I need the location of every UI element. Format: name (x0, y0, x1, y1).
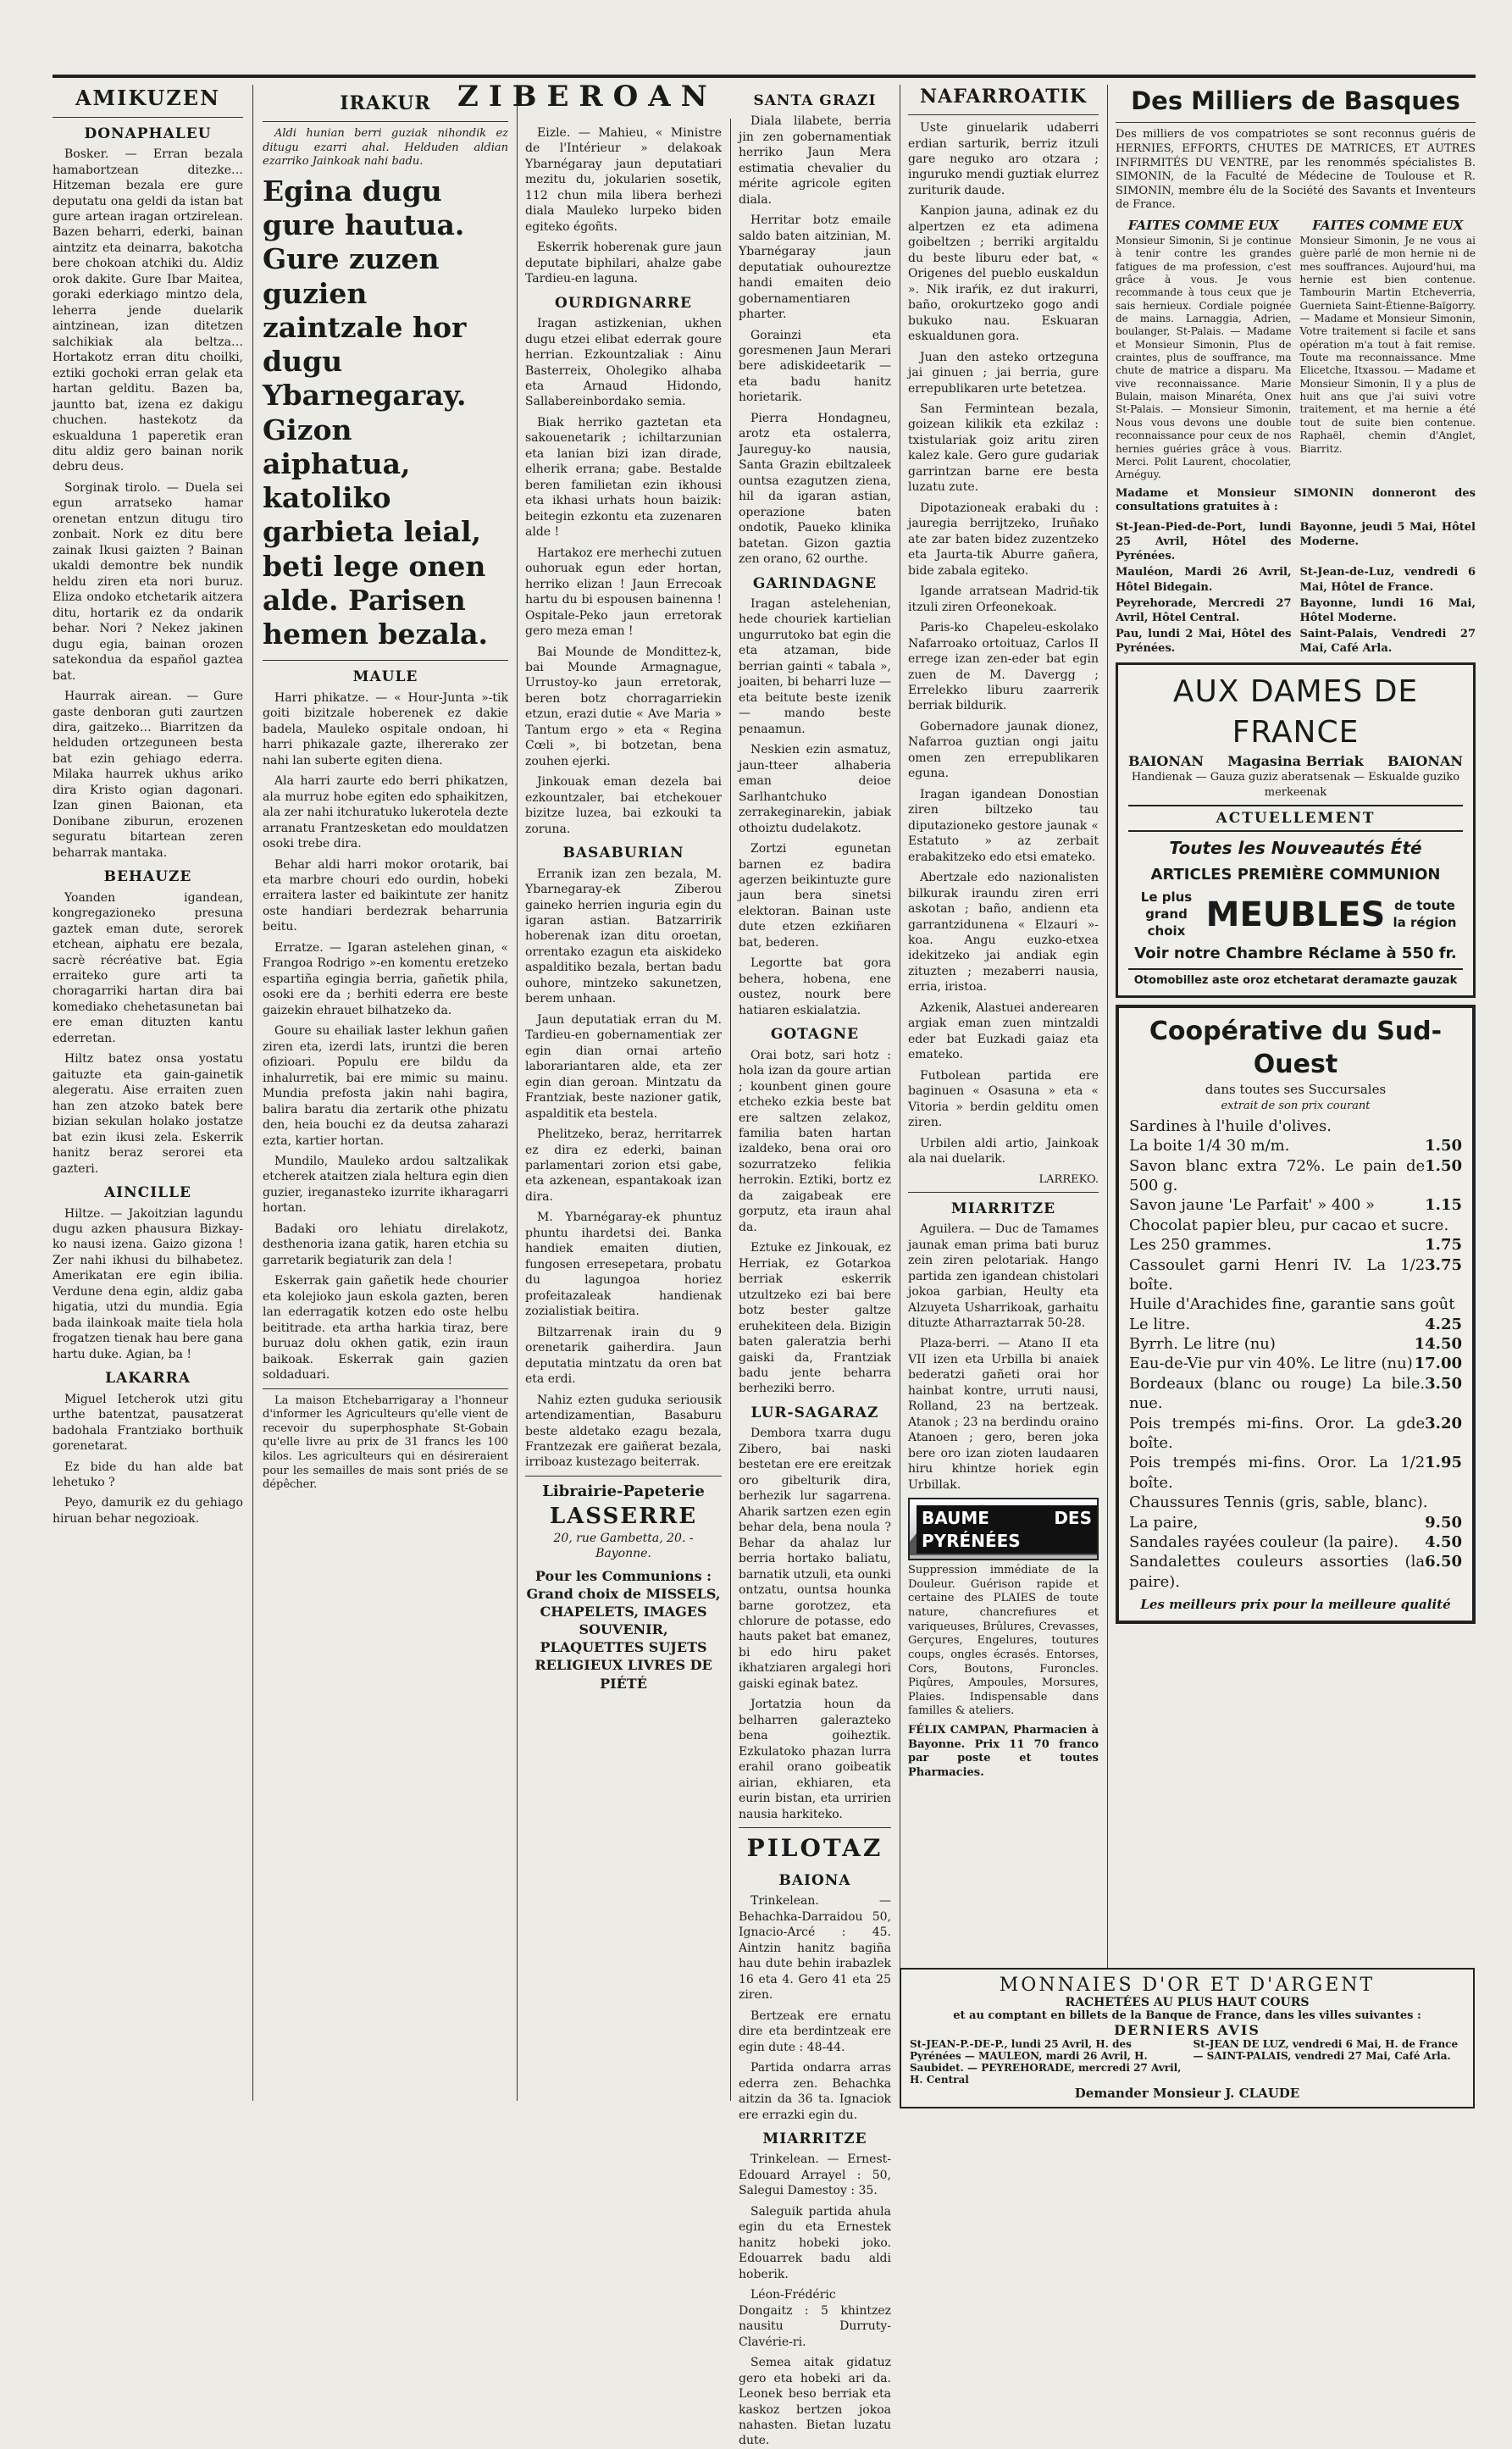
subsection-heading: GOTAGNE (770, 1026, 860, 1044)
column-ziberoan-left (263, 85, 508, 2101)
faites-heading: FAITES COMME EUX (1312, 218, 1464, 234)
price-item-name: Le litre. (1129, 1315, 1191, 1333)
price-item-value: 1.50 (1425, 1137, 1462, 1155)
advert-title: Librairie-Papeterie (542, 1482, 705, 1500)
article-paragraph: Partida ondarra arras ederra zen. Behachka aitzin da 36 ta. Ignaciok ere errazki egin du. (739, 2061, 891, 2122)
price-item-value: 9.50 (1425, 1513, 1462, 1532)
article-paragraph: Erranik izan zen bezala, M. Ybarnegaray-ek Ziberou gaineko herrien inguria egin du igaran astian. Batzarririk hoberenak izan ditu oroetan, orrentako ezagun eta aiskideko aspalditiko bezala, bertan badu ouhore, mintzeko sakunetzen, berem unhaan. (525, 867, 722, 1006)
top-rule (53, 75, 1476, 78)
price-item-name: Sardines à l'huile d'olives. (1129, 1116, 1332, 1135)
advert-address: 20, rue Gambetta, 20. - Bayonne. (553, 1531, 694, 1561)
price-item-name: Chocolat papier bleu, pur cacao et sucre. (1129, 1216, 1449, 1234)
article-paragraph: Phelitzeko, beraz, herritarrek ez dira ez ederki, bainan parlamentari zorion etsi gabe, eta azkenean, espantakoak izan dira. (525, 1128, 722, 1204)
section-heading: PILOTAZ (746, 1834, 883, 1863)
column-ziberoan-right (525, 125, 722, 2101)
advert-name: LASSERRE (549, 1503, 698, 1529)
price-item-value: 6.50 (1425, 1553, 1462, 1571)
advert-sub: et au comptant en billets de la Banque de France, dans les villes suivantes : (953, 2009, 1421, 2022)
article-paragraph: Herritar botz emaile saldo baten aitzinian, M. Ybarnégaray jaun deputatiak ouhoureztze handi emaiten deio gobernamentiaren pharter. (739, 213, 891, 322)
article-paragraph: San Fermintean bezala, goizean kilikik eta ezkilaz : txistulariak goiz aritu ziren kalez kale. Gero gure gudariak garrintzan barne ere besta luzatu zute. (908, 402, 1099, 495)
section-title: AMIKUZEN (75, 86, 221, 110)
article-paragraph: Juan den asteko ortzeguna jai ginuen ; jai berria, gure errepublikaren urte betetzea. (908, 350, 1099, 396)
article-paragraph: Yoanden igandean, kongregazioneko presuna gaztek eman dute, serorek etchean, aiphatu ere bezala, sacrè récréative bat. Egia erraiteko gure arti ta choragarriki hartan dira bai komediako chehetasunetan bai ere eman dituzten kantu ederretan. (53, 890, 243, 1045)
advert-footer: Les meilleurs prix pour la meilleure qualité (1140, 1597, 1451, 1613)
article-paragraph: Jortatzia houn da belharren galerazteko bena goiheztik. Ezkulatoko phazan lurra erahil orano goibeatik airian, ekhiaren, eta eurin bistan, eta urririen nausia harkiteko. (739, 1698, 891, 1821)
article-paragraph: Ez bide du han alde bat lehetuko ? (53, 1460, 243, 1489)
monnaies-right: St-JEAN DE LUZ, vendredi 6 Mai, H. de France — SAINT-PALAIS, vendredi 27 Mai, Café Arla. (1193, 2038, 1459, 2062)
advert-line: Toutes les Nouveautés Été (1169, 838, 1422, 859)
article-paragraph: Miguel Ietcherok utzi gitu urthe batentzat, pausatzerat badohala Frantziako borthuik gorenetarat. (53, 1392, 243, 1454)
advert-choice: de toute la région (1393, 898, 1457, 931)
schedule-item: St-Jean-de-Luz, vendredi 6 Mai, Hôtel de France. (1299, 566, 1476, 594)
testimonial-text: Monsieur Simonin, Si je continue à tenir contre les grandes fatigues de ma profession, c'est grâce à vous. Je vous recommande à tous ceux que je sais hernieux. Cordiale poignée de mains. Larnaggia, Adrien, boulanger, St-Palais. — Madame et Monsieur Simonin, Plus de craintes, plus de souffrance, ma chute de matrice a disparu. Ma vive reconnaissance. Marie Bulain, maison Minaréta, Onex St-Palais. — Monsieur Simonin, Nous vous devons une double reconnaissance pour ceux de nos hernies guéries grâce à vous. Merci. Polit Laurent, chocolatier, Arnéguy. (1116, 234, 1292, 481)
subsection-heading: GARINDAGNE (752, 574, 878, 592)
article-paragraph: M. Ybarnégaray-ek phuntuz phuntu ihardetsi dei. Banka handiek emaiten diutien, fungosen erresepetara, probatu du lagungoa horiez profeitazaleak handienak zozialistiak beitira. (525, 1211, 722, 1319)
article-paragraph: Eskerrak gain gañetik hede chourier eta kolejioko jaun eskola gazten, beren lan ederragatik kotzen edo oste helbu beititrade. eta artha harkia tiraz, bere buruaz dolu okhen gatik, ezin iraun baikoak. Eskerrak gain gazien soldaduari. (263, 1274, 508, 1382)
article-paragraph: Diala lilabete, berria jin zen gobernamentiak herriko Jaun Mera estimatia chevalier du mérite agricole egiten diala. (739, 114, 891, 207)
testimonials-left (1116, 218, 1292, 487)
article-paragraph: Aguilera. — Duc de Tamames jaunak eman prima bati buruz zein ziren pelotariak. Hango partida zen igandean chistolari jokoa garbian, Heulty eta Alzuyeta Usharrikoak, garhaitu dituzte Atharraztarrak 50-28. (908, 1222, 1099, 1330)
schedule-item: Bayonne, jeudi 5 Mai, Hôtel Moderne. (1299, 520, 1476, 549)
price-item-value: 1.15 (1425, 1196, 1462, 1215)
advert-sub: RACHETÉES AU PLUS HAUT COURS (1065, 1996, 1310, 2009)
monnaies-left: St-JEAN-P.-DE-P., lundi 25 Avril, H. des Pyrénées — MAULEON, mardi 26 Avril, H. Saubidet. — PEYREHORADE, mercredi 27 Avril, H. Central (910, 2038, 1182, 2086)
article-paragraph: Behar aldi harri mokor orotarik, bai eta marbre chouri edo ourdin, hobeki erraitera laster ed baikintute zer hanitz oste handiari berdezrak beharrunia beitu. (263, 857, 508, 934)
article-paragraph: Dembora txarra dugu Zibero, bai naski bestetan ere ere ereitzak oro gibelturik dira, berhezik lur sagarrena. Aharik sartzen ezen egin behar dela, bena noula ? Behar da ahalaz lur berria hortako baliatu, barnatik utzuli, eta ounki ontzatu, ountsa hounka barne gorotzez, eta chlorure de potasse, edo hauts paket bat emanez, bi edo hiru paket ikhatziaren argalegi hori gaiski eginak batez. (739, 1427, 891, 1691)
article-paragraph: Hiltze. — Jakoitzian lagundu dugu azken phausura Bizkay-ko nausi izena. Gaizo gizona ! Zer nahi ikhusi du bilhabetez. Amerikatan ere egin ibilia. Verdune dena egin, aldiz gaba higatia, utzi du mundia. Egia bada ilainkoak maite tiela hola frogatzen tienak hau bere gana hartu duke. Agian, ba ! (53, 1206, 243, 1361)
advert-contact: Demander Monsieur J. CLAUDE (1074, 2086, 1300, 2101)
slogan: Egina dugu gure hautua. Gure zuzen guzien zaintzale hor dugu Ybarnegaray. Gizon aiphatua, katoliko garbieta leial, beti lege onen alde. Parisen hemen bezala. (263, 174, 488, 651)
article-paragraph: Igande arratsean Madrid-tik itzuli ziren Orfeonekoak. (908, 585, 1099, 614)
advert-body: Suppression immédiate de la Douleur. Guérison rapide et certaine des PLAIES de toute nature, chancrefiures et variqueuses, Brûlures, Crevasses, Gerçures, Engelures, toutures coups, ongles écrasés. Entorses, Cors, Boutons, Furoncles. Piqûres, Ampoules, Morsures, Plaies. Indispensable dans familles & ateliers. (908, 1564, 1099, 1718)
price-row (1129, 1513, 1462, 1532)
article-paragraph: Futbolean partida ere baginuen « Osasuna » eta « Vitoria » berdin gelditu omen ziren. (908, 1068, 1099, 1130)
column-adverts (1116, 85, 1476, 2101)
subsection-heading: SANTA GRAZI (753, 92, 877, 109)
article-paragraph: Bosker. — Erran bezala hamabortzean ditezke… Hitzeman bezala ere gure deputatu ona geldi da istan bat gure artean iragan ortzirelean. Bazen beharri, ederki, bainan aintzitz eta deinarra, bakotcha bere chokoan atchiki du. Aldiz orok dakite. Gure Ibar Maitea, goraki ederkiago mintzo dela, leherra jende duelarik aintzinean, izan ditetzen salchikiak ala beltza… Hortakotz erran ditu choilki, eztiki gochoki erran gelak eta hartan gelditu. Bazen ba, jauntto bat, izena ez dakigu chuchen. hastekotz da eskualduna 1 paperetik eran ditu aldiz gero bainan norik debru deus. (53, 147, 243, 474)
advert-intro: Des milliers de vos compatriotes se sont reconnus guéris de HERNIES, EFFORTS, CHUTES DE MATRICES, ET AUTRES INFIRMITÉS DU VENTRE, par les renommés spécialistes B. SIMONIN, de la Faculté de Médecine de Toulouse et R. SIMONIN, membre élu de la Société des Savants et Inventeurs de France. (1116, 128, 1476, 212)
article-paragraph: Uste ginuelarik udaberri erdian sarturik, berriz itzuli gare neguko aro otzara ; inguruko mendi guztiak elurrez zuriturik daude. (908, 121, 1099, 197)
price-row (1129, 1354, 1462, 1373)
article-paragraph: Paris-ko Chapeleu-eskolako Nafarroako ortoituaz, Carlos II errege izan zen-eder bat egin zuen de M. Davergg ; Errelekko liburu zaarrerik berriak bildurik. (908, 621, 1099, 713)
price-item-name: Pois trempés mi-fins. Oror. La 1/2 boîte. (1129, 1454, 1426, 1492)
advert-body: Pour les Communions : Grand choix de MISSELS, CHAPELETS, IMAGES SOUVENIR, PLAQUETTES SUJETS RELIGIEUX LIVRES DE PIÉTÉ (526, 1567, 721, 1692)
cooperative-advert (1116, 1005, 1476, 1624)
article-paragraph: Erratze. — Igaran astelehen ginan, « Frangoa Rodrigo »-en komentu eretzeko espartiña egingia berria, gañetik phila, osoki ere da ; berhiti ederra ere beste gaizekin ehrauet bilhatzeko da. (263, 940, 508, 1017)
baume-title: BAUME DES PYRÉNÉES (917, 1505, 1097, 1554)
price-item-value: 3.20 (1425, 1414, 1462, 1432)
testimonial-text: Monsieur Simonin, Je ne vous ai guère parlé de mon hernie ni de mes souffrances. Aujourd'hui, ma hernie est bien contenue. Tambourin Martin Etcheverria, Guernieta Saint-Étienne-Baïgorry. — Madame et Monsieur Simonin, Votre traitement si facile et sans opération m'a tout à fait remise. Toute ma reconnaissance. Mme Elicetche, Itxassou. — Madame et Monsieur Simonin, Il y a plus de huit ans que j'ai suivi votre traitement, et ma hernie a été tout de suite bien contenue. Raphaël, chemin d'Anglet, Biarritz. (1299, 234, 1476, 455)
article-paragraph: Nahiz ezten guduka seriousik artendizamentian, Basaburu beste aldetako ezagu bezala, Frantzezak ere gaiñerat bezala, irriboaz kustezago beiterrak. (525, 1393, 722, 1470)
price-row (1129, 1315, 1462, 1334)
section-banner: ZIBEROAN (457, 80, 717, 114)
article-paragraph: Azkenik, Alastuei anderearen argiak eman zuen mintzaldi eder bat Euzkadi gaiaz eta emateko. (908, 1000, 1099, 1062)
article-paragraph: Jinkouak eman dezela bai ezkountzaler, bai etchekouer bizitze luzea, bai ezkouki ta zoruna. (525, 775, 722, 836)
price-row (1129, 1216, 1462, 1235)
price-row (1129, 1116, 1462, 1136)
schedule-item: Saint-Palais, Vendredi 27 Mai, Café Arla. (1299, 627, 1476, 656)
price-item-value: 3.75 (1425, 1255, 1462, 1274)
schedule-list (1116, 520, 1476, 656)
article-paragraph: Badaki oro lehiatu direlakotz, desthenoria izana gatik, haren etchia su garretarik begiaturik zan dela ! (263, 1222, 508, 1267)
subsection-heading: MIARRITZE (950, 1200, 1056, 1217)
schedule-item: Bayonne, lundi 16 Mai, Hôtel Moderne. (1299, 596, 1476, 624)
price-row (1129, 1532, 1462, 1552)
advert-title: AUX DAMES DE FRANCE (1172, 674, 1419, 750)
article-paragraph: Trinkelean. — Ernest-Edouard Arrayel : 50, Salegui Damestoy : 35. (739, 2153, 891, 2198)
article-paragraph: Goure su ehailiak laster lekhun gañen ziren eta, izerdi lats, iruntzi die beren ofizioari. Populu ere bildu da inhalurretik, bai ere mimic su mainu. Mundia prefosta jakin nahi bagira, balira baratu dia zertarik othe phizatu den, heia bouchi ez da deutsa zaharazi ezta, kartier hortan. (263, 1024, 508, 1148)
price-row (1129, 1255, 1462, 1295)
baume-logo (908, 1498, 1099, 1560)
faites-heading: FAITES COMME EUX (1127, 218, 1279, 234)
article-paragraph: Zortzi egunetan barnen ez badira agerzen beikintuzte gure jaun bera sinetsi elektoran. Bainan uste dute etzen ezkiñaren bat, bederen. (739, 842, 891, 950)
schedule-item: St-Jean-Pied-de-Port, lundi 25 Avril, Hôtel des Pyrénées. (1116, 520, 1292, 563)
schedule-intro: Madame et Monsieur SIMONIN donneront des consultations gratuites à : (1116, 486, 1476, 514)
article-paragraph: Hartakoz ere merhechi zutuen ouhoruak egun eder hortan, herriko elizan ! Jaun Errecoak hartu du bi espousen bainenna ! Ospitale-Peko jaun erretorak gero meza eman ! (525, 546, 722, 639)
price-row (1129, 1453, 1462, 1493)
price-item-name: Sandales rayées couleur (la paire). (1129, 1532, 1399, 1551)
column-nafarroatik (908, 85, 1099, 2101)
monnaies-advert (900, 1968, 1475, 2108)
price-item-value: 3.50 (1425, 1374, 1462, 1393)
article-paragraph: Orai botz, sari hotz : hola izan da goure artian ; kounbent ginen goure etcheko ezkia beste bat ere saltzen zelakoz, familia baten hartan izaldeko, bena orai oro sozurratzeko felikia herrokin. Eztiki, bortz ez da zaigabeak ere gorputz, eta iraun ahal da. (739, 1048, 891, 1234)
article-paragraph: Legortte bat gora behera, hobena, ene oustez, nourk bere hatiaren eskialatzia. (739, 956, 891, 1017)
price-item-value: 1.75 (1425, 1236, 1462, 1255)
price-row (1129, 1374, 1462, 1414)
store-label: Magasina Berriak (1227, 753, 1364, 770)
schedule-item: Peyrehorade, Mercredi 27 Avril, Hôtel Central. (1116, 596, 1292, 624)
section-heading: IRAKUR (340, 92, 431, 114)
price-row (1129, 1235, 1462, 1255)
article-paragraph: Kanpion jauna, adinak ez du alpertzen ez eta adimena goibeltzen ; berriki argitaldu du beste liburu eder bat, « Origenes del pueblo euskaldun ». Nik iraŕik, ez dut irakurri, baño, orokurtzeko gogo andi bukuko nau. Eskuaran eskualdunen gora. (908, 204, 1099, 344)
advert-line: Voir notre Chambre Réclame à 550 fr. (1134, 944, 1457, 962)
article-paragraph: Haurrak airean. — Gure gaste denboran guti zaurtzen dira, gaitzeko… Biarritzen da helduden ortzeguneen besta bat ezin gehiago ederra. Milaka haurrek ukhus ariko dira Kristo ogian dagonari. Izan ginen Baionan, eta Donibane ziburun, erozenen seguratu bitartean zeren beharrak mantaka. (53, 690, 243, 860)
price-row (1129, 1294, 1462, 1314)
price-row (1129, 1414, 1462, 1454)
price-item-name: Savon blanc extra 72%. Le pain de 500 g. (1129, 1156, 1426, 1194)
subsection-heading: BAIONA (778, 1872, 851, 1890)
price-item-name: Huile d'Arachides fine, garantie sans goût (1129, 1295, 1455, 1314)
price-item-name: Les 250 grammes. (1129, 1236, 1272, 1255)
price-item-name: Chaussures Tennis (gris, sable, blanc). (1129, 1493, 1428, 1512)
price-item-name: Eau-de-Vie pur vin 40%. Le litre (nu) (1129, 1355, 1413, 1373)
subsection-heading: LAKARRA (105, 1370, 191, 1388)
advert-sub: Handienak — Gauza guziz aberatsenak — Eskualde guziko merkeenak (1131, 771, 1460, 799)
price-row (1129, 1195, 1462, 1215)
article-paragraph: Iragan igandean Donostian ziren biltzeko tau diputazioneko gestore jaunak « Estatuto » az zerbait erabakitzeko edo etsi emateko. (908, 787, 1099, 864)
subsection-heading: OURDIGNARRE (555, 294, 692, 312)
price-item-value: 1.50 (1425, 1156, 1462, 1175)
article-paragraph: Saleguik partida ahula egin du eta Ernestek hanitz hobeki joko. Edouarrek badu aldi hoberik. (739, 2204, 891, 2281)
price-item-name: Savon jaune 'Le Parfait' » 400 » (1129, 1196, 1376, 1215)
subsection-heading: BEHAUZE (103, 868, 192, 886)
article-paragraph: Léon-Frédéric Dongaitz : 5 khintzez nausitu Durruty-Clavérie-ri. (739, 2288, 891, 2349)
article-paragraph: Eskerrik hoberenak gure jaun deputate biphilari, ahalze gabe Tardieu-en laguna. (525, 241, 722, 286)
article-paragraph: Bertzeak ere ernatu dire eta berdintzeak ere egin dute : 48-44. (739, 2009, 891, 2054)
price-item-value: 4.25 (1425, 1315, 1462, 1333)
price-row (1129, 1552, 1462, 1592)
price-item-name: Bordeaux (blanc ou rouge) La bile. nue. (1129, 1374, 1426, 1413)
article-paragraph: Semea aitak gidatuz gero eta hobeki ari da. Leonek beso berriak eta kaskoz bertzen jokoa nahasten. Bietan luzatu dute. (739, 2356, 891, 2448)
subsection-heading: AINCILLE (103, 1184, 192, 1202)
advert-paragraph: La maison Etchebarrigaray a l'honneur d'informer les Agriculteurs qu'elle vient de recevoir du superphosphate St-Gobain qu'elle livre au prix de 31 francs les 100 kilos. Les agriculteurs qui en désireraient pour les semailles de mais sont priés de se dépêcher. (263, 1393, 508, 1492)
price-item-value: 17.00 (1414, 1355, 1462, 1373)
article-paragraph: Urbilen aldi artio, Jainkoak ala nai duelarik. (908, 1136, 1099, 1166)
article-paragraph: Sorginak tirolo. — Duela sei egun arratseko hamar orenetan entzun ditugu tiro zonbait. Nork ez ditu bere zainak Ikusi gaizten ? Bainan ukaldi demontre bek nundik heldu ziren eta nori buruz. Eliza ondoko etchetarik aitzera ditu, hortarik ez da ondarik behar. Nori ? Nekez jakinen dugu egia, bainan orozen satekondua da español gaztea bat. (53, 480, 243, 683)
advert-meubles: MEUBLES (1205, 895, 1386, 934)
article-paragraph: Eztuke ez Jinkouak, ez Herriak, ez Gotarkoa berriak eskerrik utzultzeko ezi bai bere botz bester galtze eruhekiteen dela. Bizigin baten galeratzia berhi gaiski da, Frantziak badu jente beharra berheziki berro. (739, 1241, 891, 1396)
article-paragraph: Peyo, damurik ez du gehiago hiruan behar negozioak. (53, 1496, 243, 1526)
price-row (1129, 1493, 1462, 1512)
section-title: NAFARROATIK (920, 86, 1087, 108)
testimonials-right (1300, 218, 1476, 487)
article-paragraph: Abertzale edo nazionalisten bilkurak iraundu ziren erri askotan ; baño, andienn eta garrantzidunena « Elzauri »-koa. Angu euzko-etxea idekitzeko jai andiak egin zituzten ; mezaberri nausia, erria, iristoa. (908, 871, 1099, 995)
price-row (1129, 1156, 1462, 1196)
article-paragraph: Pierra Hondagneu, arotz eta ostalerra, Jaureguy-ko nausia, Santa Grazin ebiltzaleek ountsa ezagutzen ziena, hil da igaran astian, operazione baten ondotik, Paueko klinika batetan. Gizon gaztia zen orano, 62 ourthe. (739, 411, 891, 567)
price-item-name: Pois trempés mi-fins. Oror. La gde boîte. (1129, 1414, 1426, 1453)
price-item-name: Byrrh. Le litre (nu) (1129, 1335, 1276, 1354)
advert-choice: Le plus grand choix (1140, 889, 1193, 939)
price-item-value: 14.50 (1414, 1335, 1462, 1354)
price-item-name: Cassoulet garni Henri IV. La 1/2 boîte. (1129, 1255, 1426, 1294)
article-paragraph: Trinkelean. — Behachka-Darraidou 50, Ignacio-Arcé : 45. Aintzin hanitz bagiña hau dute behin irabazlek 16 eta 4. Gero 41 eta 25 ziren. (739, 1894, 891, 2003)
article-paragraph: Ala harri zaurte edo berri phikatzen, ala murruz hobe egiten edo sphaikitzen, ala zer nahi itchuratuko lukerotela dezte arranatu Frantzesketan edo mouldatzen osoki trebe dira. (263, 774, 508, 851)
advert-sub: dans toutes ses Succursales (1205, 1081, 1387, 1097)
article-paragraph: Neskien ezin asmatuz, jaun-tteer alhaberia eman deioe Sarlhantchuko zerrakeginarekin, jabiak othoiztu dudelakotz. (739, 743, 891, 835)
article-paragraph: Bai Mounde de Mondittez-k, bai Mounde Armagnague, Urrustoy-ko jaun erretorak, beren botz chorragarriekin etzun, erazi dutie « Ave Maria » Tantum ergo » eta « Regina Cœli », bi botzetan, bena zouhen ejerki. (525, 645, 722, 768)
subsection-heading: MAULE (352, 668, 418, 686)
article-paragraph: Hiltz batez onsa yostatu gaituzte eta gain-gainetik alegeratu. Aise erraiten zuen han zen atzoko batek bere bizian sekulan holako jostatze bat ezin ikusi zela. Eskerrik hanitz beraz serorei eta gazteri. (53, 1052, 243, 1176)
signature: LARREKO. (1038, 1172, 1099, 1186)
price-item-name: La boite 1/4 30 m/m. (1129, 1137, 1290, 1155)
price-list (1129, 1116, 1462, 1592)
article-paragraph: Plaza-berri. — Atano II eta VII izen eta Urbilla bi anaiek bederatzi gañeti orai hor hainbat kontre, urruti nausi, Rolland, 23 na bertzeak. Atanok ; 23 na berdindu oraino Atanoen ; gero, beren joka bere oro izan zioten laudaaren hiru khintze horiek egin Urbillak. (908, 1337, 1099, 1492)
price-item-name: Sandalettes couleurs assorties (la paire). (1129, 1553, 1426, 1591)
intro-note: Aldi hunian berri guziak nihondik ez ditugu ezarri ahal. Helduden aldian ezarriko Jainkoak nahi badu. (263, 127, 508, 169)
price-row (1129, 1334, 1462, 1354)
advert-actuellement: ACTUELLEMENT (1128, 805, 1463, 832)
subsection-heading: MIARRITZE (762, 2130, 867, 2148)
article-paragraph: Gobernadore jaunak dionez, Nafarroa guztian ongi jaitu omen zen errepublikaren eguna. (908, 719, 1099, 781)
article-paragraph: Dipotazioneak erabaki du : jauregia berrijtzeko, Iruñako ate zar baten bidez zuzentzeko eta Jaurta-tik Aburre gañera, bide zabala egiteko. (908, 501, 1099, 578)
advert-line: ARTICLES PREMIÈRE COMMUNION (1150, 865, 1441, 884)
advert-avis: DERNIERS AVIS (1114, 2022, 1260, 2038)
advert-maker: FÉLIX CAMPAN, Pharmacien à Bayonne. Prix 11 70 franco par poste et toutes Pharmacies. (908, 1724, 1099, 1779)
city-label: BAIONAN (1387, 753, 1463, 770)
subsection-heading: BASABURIAN (562, 845, 684, 862)
dames-de-france-advert (1116, 662, 1476, 997)
article-paragraph: Harri phikatze. — « Hour-Junta »-tik goiti bizitzale hoberenek ez dakie badela, Mauleko ospitale ondoan, hi harri phikazale gazte, ilhererako zer nahi lan suberte egiten diena. (263, 690, 508, 767)
advert-title: MONNAIES D'OR ET D'ARGENT (999, 1975, 1376, 1996)
price-item-value: 1.95 (1425, 1454, 1462, 1472)
subsection-heading: LUR-SAGARAZ (750, 1404, 879, 1421)
advert-title: Coopérative du Sud-Ouest (1149, 1016, 1443, 1080)
city-label: BAIONAN (1128, 753, 1205, 770)
article-paragraph: Gorainzi eta goresmenen Jaun Merari bere adiskideetarik — eta badu hanitz horietarik. (739, 328, 891, 405)
article-paragraph: Biltzarrenak irain du 9 orenetarik gaiherdira. Jaun deputatia mintzatu da oren bat eta erdi. (525, 1325, 722, 1387)
article-paragraph: Biak herriko gaztetan eta sakouenetarik ; ichiltarzunian eta lanian bizi izan dirade, elherik errana; gabe. Bestalde beren familietan ezin ikhousi eta ikhasi urhats houn baizik: beitegin ezkontu eta zuzenaren alde ! (525, 415, 722, 540)
advert-sub: extrait de son prix courant (1221, 1099, 1371, 1112)
article-paragraph: Eizle. — Mahieu, « Ministre de l'Intérieur » delakoak Ybarnégaray jaun deputatiari mezitu du, jokularien sosetik, 112 chun mila libera berhezi diala Mauleko lurpeko biden egiteko égoñts. (525, 126, 722, 234)
price-row (1129, 1136, 1462, 1155)
article-paragraph: Jaun deputatiak erran du M. Tardieu-en gobernamentiak zer egin dian ornai arteño laborariantaren alde, eta zer egin dian geroan. Mintzatu da Frantziak, beste nazioner gatik, aspalditik eta bestela. (525, 1012, 722, 1121)
advert-title: Des Milliers de Basques (1131, 86, 1460, 115)
price-item-name: La paire, (1129, 1513, 1199, 1532)
article-paragraph: Mundilo, Mauleko ardou saltzalikak etcherek ataitzen ziala heltura egin dien guzier, ireganasteko izurrite ikharagarri hortan. (263, 1154, 508, 1216)
price-item-value: 4.50 (1425, 1532, 1462, 1551)
newspaper-page (53, 80, 1476, 2448)
schedule-item: Pau, lundi 2 Mai, Hôtel des Pyrénées. (1116, 627, 1292, 656)
advert-auto: Otomobillez aste oroz etchetarat deramazte gauzak (1128, 968, 1463, 988)
subsection-heading: DONAPHALEU (84, 125, 212, 142)
article-paragraph: Iragan astizkenian, ukhen dugu etzei elibat ederrak goure herrian. Ezkountzaliak : Ainu Basterreix, Oholegiko alhaba eta Arnaud Hidondo, Sallabereinbordako semia. (525, 317, 722, 409)
column-amikuzen (53, 85, 243, 2101)
column-santa-grazi (739, 85, 891, 2448)
schedule-item: Mauléon, Mardi 26 Avril, Hôtel Bidegain. (1116, 566, 1292, 594)
article-paragraph: Iragan astelehenian, hede chouriek kartielian ungurrutoko bat egin die eta atzaman, bide berrian gainti « tabala », joaiten, bi beharri luze — eta beitute beste izenik — mando beste penaamun. (739, 597, 891, 736)
